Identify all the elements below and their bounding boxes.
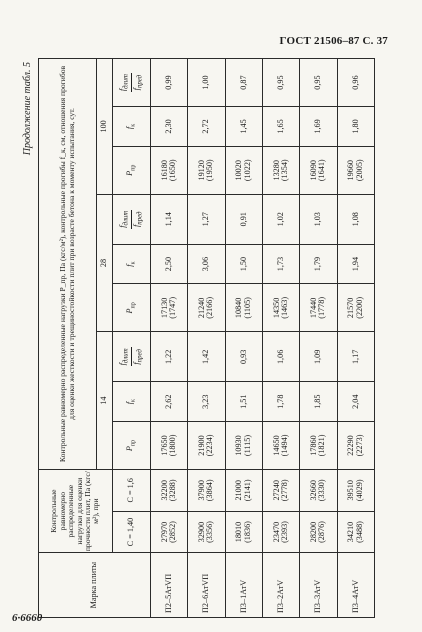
cell-c140: 32900 (3356) [188, 511, 225, 553]
cell-p100: 16090 (1641) [300, 146, 337, 194]
cell-r100: 0,96 [337, 59, 374, 107]
cell-r100: 1,00 [188, 59, 225, 107]
cell-c140: 18010 (1836) [225, 511, 262, 553]
f-100-header: $f_к$ [113, 107, 151, 147]
cell-c140: 27970 (2852) [151, 511, 188, 553]
rotated-table-block [22, 58, 378, 618]
cell-r14: 0,93 [225, 332, 262, 382]
age-28-header: 28 [97, 194, 113, 332]
table-row [337, 59, 374, 618]
cell-p14: 21900 (2234) [188, 422, 225, 470]
table-continuation-label: Продолжение табл. 5 [22, 62, 33, 156]
cell-p100: 19660 (2005) [337, 146, 374, 194]
c16-header: C = 1,6 [113, 469, 151, 511]
cell-p28: 14350 (1463) [262, 284, 299, 332]
p-28-header: $P_{пр}$ [113, 284, 151, 332]
cell-f14: 1,85 [300, 382, 337, 422]
cell-f28: 1,50 [225, 244, 262, 284]
cell-c140: 34210 (3488) [337, 511, 374, 553]
f-28-header: $f_к$ [113, 244, 151, 284]
cell-p100: 16180 (1650) [151, 146, 188, 194]
cell-r28: 1,02 [262, 194, 299, 244]
table-row [225, 59, 262, 618]
cell-r28: 1,14 [151, 194, 188, 244]
cell-p14: 17650 (1800) [151, 422, 188, 470]
cell-f14: 3,23 [188, 382, 225, 422]
cell-p100: 13280 (1354) [262, 146, 299, 194]
cell-p28: 10840 (1105) [225, 284, 262, 332]
cell-c16: 32660 (3330) [300, 469, 337, 511]
cell-r100: 0,87 [225, 59, 262, 107]
cell-p14: 10930 (1115) [225, 422, 262, 470]
cell-r14: 1,42 [188, 332, 225, 382]
f-14-header: $f_к$ [113, 382, 151, 422]
cell-r14: 1,09 [300, 332, 337, 382]
cell-f14: 1,78 [262, 382, 299, 422]
row-mark: П3–3АтV [300, 553, 337, 618]
cell-p100: 10020 (1022) [225, 146, 262, 194]
table-row [188, 59, 225, 618]
col-header-mark: Марка плиты [39, 553, 151, 618]
row-mark: П2–6АтVП [188, 553, 225, 618]
cell-f100: 1,69 [300, 107, 337, 147]
cell-p28: 17440 (1778) [300, 284, 337, 332]
load-table [38, 58, 375, 618]
cell-r100: 0,95 [300, 59, 337, 107]
cell-f28: 2,50 [151, 244, 188, 284]
cell-r28: 1,08 [337, 194, 374, 244]
cell-f14: 1,51 [225, 382, 262, 422]
cell-f28: 1,94 [337, 244, 374, 284]
cell-f14: 2,04 [337, 382, 374, 422]
age-14-header: 14 [97, 332, 113, 470]
cell-p28: 21570 (2200) [337, 284, 374, 332]
row-mark: П3–4АтV [337, 553, 374, 618]
cell-f28: 1,79 [300, 244, 337, 284]
cell-r28: 1,27 [188, 194, 225, 244]
cell-r100: 0,99 [151, 59, 188, 107]
ratio-100-header: $f_{длит}$ $f_{пред}$ [113, 59, 151, 107]
cell-p28: 21240 (2166) [188, 284, 225, 332]
cell-r14: 1,17 [337, 332, 374, 382]
p-14-header: $P_{пр}$ [113, 422, 151, 470]
cell-r28: 1,03 [300, 194, 337, 244]
cell-r28: 0,91 [225, 194, 262, 244]
cell-f100: 2,72 [188, 107, 225, 147]
cell-p100: 19120 (1950) [188, 146, 225, 194]
cell-c16: 32200 (3288) [151, 469, 188, 511]
cell-c16: 39510 (4029) [337, 469, 374, 511]
p-100-header: $P_{пр}$ [113, 146, 151, 194]
col-header-big: Контрольные равномерно распределенные нагрузки P_пр, Па (кгс/м²), контрольные прогибы f_к, см, отношения прогибов для оценки жесткости и трещиностойкости плит при возрасте бетона к моменту испытания, сут. [39, 59, 97, 470]
cell-p14: 22290 (2273) [337, 422, 374, 470]
cell-p28: 17130 (1747) [151, 284, 188, 332]
page-footer-code: 6·6660 [12, 612, 43, 624]
cell-f28: 3,06 [188, 244, 225, 284]
cell-c140: 28200 (2876) [300, 511, 337, 553]
cell-r14: 1,22 [151, 332, 188, 382]
age-100-header: 100 [97, 59, 113, 195]
cell-r14: 1,06 [262, 332, 299, 382]
cell-c16: 21000 (2141) [225, 469, 262, 511]
cell-f100: 1,65 [262, 107, 299, 147]
sub-header-row [113, 59, 151, 618]
table-row [262, 59, 299, 618]
cell-f100: 1,45 [225, 107, 262, 147]
cell-c16: 27240 (2778) [262, 469, 299, 511]
row-mark: П3–1АтV [225, 553, 262, 618]
ratio-28-header: $f_{длит}$ $f_{пред}$ [113, 194, 151, 244]
table-row [151, 59, 188, 618]
cell-p14: 17860 (1821) [300, 422, 337, 470]
table-row [300, 59, 337, 618]
page-header: ГОСТ 21506–87 С. 37 [279, 35, 388, 47]
cell-f100: 1,80 [337, 107, 374, 147]
cell-f14: 2,62 [151, 382, 188, 422]
cell-p14: 14650 (1494) [262, 422, 299, 470]
cell-c16: 37900 (3864) [188, 469, 225, 511]
cell-f28: 1,73 [262, 244, 299, 284]
c140-header: C = 1,40 [113, 511, 151, 553]
cell-f100: 2,30 [151, 107, 188, 147]
row-mark: П2–5АтVП [151, 553, 188, 618]
cell-r100: 0,95 [262, 59, 299, 107]
ratio-14-header: $f_{длит}$ $f_{пред}$ [113, 332, 151, 382]
col-header-control-load: Контрольные равномерно распределенные нагрузки для оценки прочности плит, Па (кгс/м²), при [39, 469, 113, 552]
row-mark: П3–2АтV [262, 553, 299, 618]
cell-c140: 23470 (2393) [262, 511, 299, 553]
